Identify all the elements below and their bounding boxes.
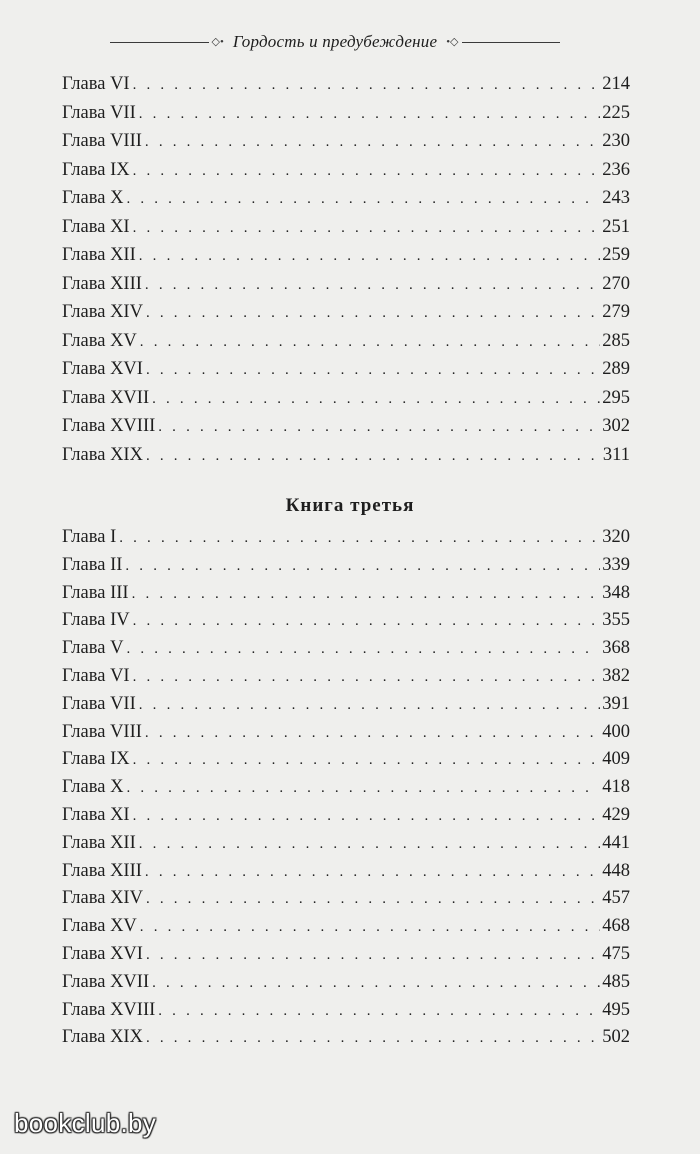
toc-entry[interactable] — [62, 607, 630, 635]
toc-dot-leader — [119, 525, 600, 553]
ornament-right-icon: •◇ — [446, 35, 459, 48]
toc-entry-label: Глава VI — [62, 74, 130, 94]
toc-dot-leader — [125, 553, 600, 581]
toc-entry-label: Глава III — [62, 582, 129, 603]
toc-dot-leader — [126, 185, 600, 214]
toc-entry-page-number: 368 — [602, 638, 630, 659]
toc-entry-page-number: 495 — [602, 999, 630, 1020]
toc-entry-label: Глава II — [62, 554, 123, 575]
toc-entry-page-number: 311 — [602, 444, 630, 465]
toc-entry[interactable] — [62, 270, 630, 299]
toc-entry-label: Глава XIX — [62, 1027, 143, 1048]
toc-entry-label: Глава IX — [62, 159, 130, 180]
toc-entry-label: Глава XVIII — [62, 999, 156, 1020]
toc-list-part-three — [62, 524, 630, 1052]
toc-entry[interactable] — [62, 913, 630, 941]
toc-dot-leader — [146, 886, 600, 914]
section-title-book-three: Книга третья — [285, 495, 415, 516]
toc-entry-page-number: 243 — [602, 188, 630, 208]
toc-entry-page-number: 348 — [602, 582, 630, 603]
toc-entry-page-number: 285 — [602, 330, 630, 351]
toc-dot-leader — [140, 328, 600, 357]
toc-dot-leader — [146, 442, 601, 471]
toc-entry[interactable] — [62, 1024, 630, 1052]
toc-dot-leader — [146, 356, 600, 385]
toc-entry[interactable] — [62, 70, 630, 99]
running-header-title: Гордость и предубеждение — [232, 32, 438, 51]
toc-entry-label: Глава X — [62, 777, 124, 798]
toc-entry-page-number: 475 — [602, 943, 630, 964]
toc-entry[interactable] — [62, 99, 630, 128]
toc-entry-page-number: 225 — [602, 102, 630, 123]
toc-entry-label: Глава XIV — [62, 302, 143, 322]
toc-entry[interactable] — [62, 184, 630, 213]
toc-entry-page-number: 400 — [602, 721, 630, 742]
toc-entry-label: Глава XVI — [62, 359, 143, 379]
toc-dot-leader — [145, 859, 600, 887]
toc-entry-page-number: 236 — [602, 159, 630, 180]
toc-entry-label: Глава XIX — [62, 444, 143, 465]
toc-dot-leader — [145, 128, 600, 157]
toc-entry-page-number: 485 — [602, 971, 630, 992]
toc-entry[interactable] — [62, 441, 630, 470]
toc-dot-leader — [139, 100, 600, 129]
header-rule-left — [110, 42, 209, 43]
toc-entry-page-number: 457 — [602, 888, 630, 909]
toc-dot-leader — [133, 747, 601, 775]
toc-entry-label: Глава I — [62, 527, 117, 547]
toc-entry-label: Глава VII — [62, 102, 136, 123]
toc-entry-page-number: 214 — [602, 74, 630, 94]
toc-entry-label: Глава XV — [62, 330, 137, 351]
toc-entry-page-number: 339 — [602, 554, 630, 575]
toc-entry-page-number: 355 — [602, 610, 630, 631]
toc-entry-page-number: 259 — [602, 245, 630, 265]
toc-entry[interactable] — [62, 580, 630, 608]
toc-entry-label: Глава VIII — [62, 131, 142, 151]
toc-entry-label: Глава XI — [62, 804, 130, 825]
ornament-left-icon: ◇• — [211, 35, 224, 48]
toc-entry[interactable] — [62, 691, 630, 719]
toc-dot-leader — [132, 581, 601, 609]
toc-entry-page-number: 270 — [602, 273, 630, 294]
toc-entry-label: Глава XVIII — [62, 416, 156, 436]
toc-dot-leader — [146, 1025, 600, 1053]
toc-dot-leader — [152, 385, 600, 414]
toc-entry-page-number: 448 — [602, 860, 630, 881]
toc-entry[interactable] — [62, 355, 630, 384]
toc-dot-leader — [133, 608, 601, 636]
toc-entry[interactable] — [62, 635, 630, 663]
toc-dot-leader — [139, 692, 600, 720]
toc-dot-leader — [133, 214, 601, 243]
toc-entry[interactable] — [62, 802, 630, 830]
toc-entry[interactable] — [62, 524, 630, 552]
toc-dot-leader — [145, 720, 600, 748]
toc-entry-page-number: 418 — [602, 777, 630, 798]
toc-entry-label: Глава VI — [62, 665, 130, 686]
toc-entry[interactable] — [62, 384, 630, 413]
header-rule-right — [462, 42, 561, 43]
toc-entry-page-number: 302 — [602, 416, 630, 436]
toc-entry-label: Глава XV — [62, 916, 137, 937]
toc-entry-label: Глава XVII — [62, 387, 150, 408]
watermark-logo: bookclub.by — [14, 1108, 157, 1138]
toc-dot-leader — [133, 157, 601, 186]
toc-entry[interactable] — [62, 241, 630, 270]
toc-entry-label: Глава VII — [62, 693, 136, 714]
toc-dot-leader — [140, 914, 600, 942]
toc-entry-page-number: 441 — [602, 832, 630, 853]
toc-entry-page-number: 429 — [602, 804, 630, 825]
toc-dot-leader — [145, 271, 600, 300]
toc-dot-leader — [133, 664, 601, 692]
toc-entry-label: Глава XVI — [62, 943, 143, 964]
toc-dot-leader — [139, 242, 600, 271]
toc-entry[interactable] — [62, 412, 630, 441]
toc-entry[interactable] — [62, 858, 630, 886]
running-header — [110, 30, 560, 54]
toc-entry[interactable] — [62, 746, 630, 774]
toc-dot-leader — [158, 413, 600, 442]
toc-entry-page-number: 409 — [602, 749, 630, 770]
toc-dot-leader — [158, 998, 600, 1026]
toc-entry-label: Глава V — [62, 638, 124, 659]
toc-dot-leader — [126, 636, 600, 664]
toc-entry-label: Глава XVII — [62, 971, 150, 992]
toc-entry[interactable] — [62, 969, 630, 997]
toc-entry[interactable] — [62, 830, 630, 858]
toc-entry-page-number: 295 — [602, 387, 630, 408]
toc-entry-page-number: 289 — [602, 359, 630, 379]
toc-entry-page-number: 468 — [602, 916, 630, 937]
toc-entry[interactable] — [62, 127, 630, 156]
toc-entry-page-number: 279 — [602, 302, 630, 322]
toc-entry[interactable] — [62, 774, 630, 802]
toc-entry-page-number: 230 — [602, 131, 630, 151]
toc-dot-leader — [146, 942, 600, 970]
toc-entry[interactable] — [62, 327, 630, 356]
toc-entry-label: Глава VIII — [62, 721, 142, 742]
toc-entry[interactable] — [62, 885, 630, 913]
toc-entry-page-number: 251 — [602, 216, 630, 237]
toc-entry-page-number: 502 — [602, 1027, 630, 1048]
toc-entry[interactable] — [62, 213, 630, 242]
toc-entry[interactable] — [62, 719, 630, 747]
toc-entry-label: Глава XIV — [62, 888, 143, 909]
toc-dot-leader — [126, 775, 600, 803]
toc-entry-label: Глава X — [62, 188, 124, 208]
toc-entry-label: Глава XIII — [62, 860, 142, 881]
toc-entry-label: Глава XII — [62, 832, 136, 853]
toc-dot-leader — [139, 831, 600, 859]
toc-entry[interactable] — [62, 298, 630, 327]
toc-list-part-two — [62, 70, 630, 469]
toc-entry-page-number: 320 — [602, 527, 630, 547]
toc-dot-leader — [133, 71, 601, 100]
toc-entry-page-number: 382 — [602, 665, 630, 686]
toc-entry-label: Глава IV — [62, 610, 130, 631]
toc-entry-page-number: 391 — [602, 693, 630, 714]
toc-entry[interactable] — [62, 941, 630, 969]
toc-dot-leader — [133, 803, 601, 831]
toc-entry-label: Глава IX — [62, 749, 130, 770]
toc-entry-label: Глава XIII — [62, 273, 142, 294]
toc-entry[interactable] — [62, 552, 630, 580]
toc-dot-leader — [146, 299, 600, 328]
toc-entry[interactable] — [62, 997, 630, 1025]
toc-entry-label: Глава XI — [62, 216, 130, 237]
toc-entry-label: Глава XII — [62, 245, 136, 265]
toc-entry[interactable] — [62, 663, 630, 691]
toc-dot-leader — [152, 970, 600, 998]
toc-entry[interactable] — [62, 156, 630, 185]
